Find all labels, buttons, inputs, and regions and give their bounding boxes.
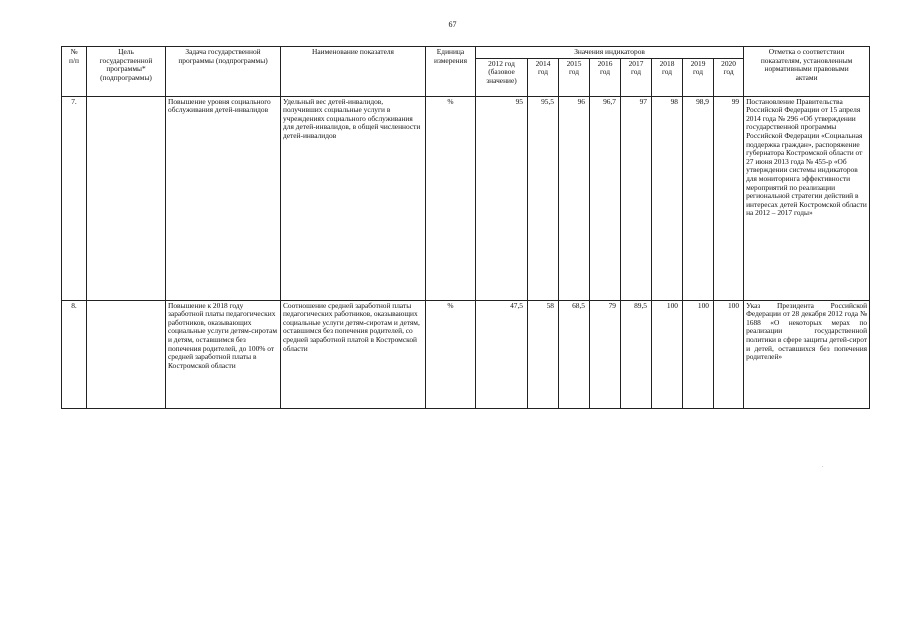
row-task: Повышение уровня социального обслуживания детей-инвалидов (166, 96, 281, 300)
row-value: 100 (652, 300, 683, 408)
header-num: № п/п (62, 47, 87, 97)
header-goal: Цель государственной программы* (подпрограммы) (87, 47, 166, 97)
page-number: 67 (448, 20, 457, 29)
row-unit: % (426, 96, 476, 300)
row-unit: % (426, 300, 476, 408)
row-value: 100 (683, 300, 714, 408)
header-mark: Отметка о соответствии показателям, установленным нормативными правовыми актами (744, 47, 870, 97)
row-value: 79 (590, 300, 621, 408)
row-goal (87, 96, 166, 300)
scan-speck: . (822, 463, 824, 469)
row-value: 95,5 (528, 96, 559, 300)
row-value: 68,5 (559, 300, 590, 408)
header-year: 2019 год (683, 58, 714, 96)
header-year: 2018 год (652, 58, 683, 96)
row-value: 100 (714, 300, 744, 408)
row-mark: Указ Президента Российской Федерации от 28 декабря 2012 года № 1688 «О некоторых мерах по реализации государственной политики в сфере защиты детей-сирот и детей, оставшихся без попечения родителей» (744, 300, 870, 408)
row-value: 97 (621, 96, 652, 300)
row-task: Повышение к 2018 году заработной платы педагогических работников, оказывающих социальные услуги детям-сиротам и детям, оставшимся без попечения родителей, до 100% от средней заработной платы в Костромской области (166, 300, 281, 408)
header-year: 2016 год (590, 58, 621, 96)
row-num: 8. (62, 300, 87, 408)
header-indicator: Наименование показателя (281, 47, 426, 97)
table-row (62, 300, 870, 408)
header-values-group: Значения индикаторов (476, 47, 744, 59)
row-indicator: Соотношение средней заработной платы педагогических работников, оказывающих социальные услуги детям-сиротам и детям, оставшимся без попечения родителей, со средней заработной платой в Костромской области (281, 300, 426, 408)
row-value: 96 (559, 96, 590, 300)
header-year: 2012 год (базовое значение) (476, 58, 528, 96)
row-value: 96,7 (590, 96, 621, 300)
row-goal (87, 300, 166, 408)
header-unit: Единица измерения (426, 47, 476, 97)
header-year: 2017 год (621, 58, 652, 96)
row-value: 99 (714, 96, 744, 300)
header-year: 2020 год (714, 58, 744, 96)
row-mark: Постановление Правительства Российской Федерации от 15 апреля 2014 года № 296 «Об утверждении государственной программы Российской Федерации «Социальная поддержка граждан», распоряжение губернатора Костромской области от 27 июня 2013 года № 455-р «Об утверждении системы индикаторов для мониторинга эффективности мероприятий по реализации региональной стратегии действий в интересах детей Костромской области на 2012 – 2017 годы» (744, 96, 870, 300)
indicators-table (61, 46, 870, 409)
row-value: 47,5 (476, 300, 528, 408)
table-row (62, 96, 870, 300)
row-value: 89,5 (621, 300, 652, 408)
row-value: 98 (652, 96, 683, 300)
row-value: 58 (528, 300, 559, 408)
header-year: 2015 год (559, 58, 590, 96)
row-indicator: Удельный вес детей-инвалидов, получивших социальные услуги в учреждениях социального обслуживания для детей-инвалидов, в общей численности детей-инвалидов (281, 96, 426, 300)
header-year: 2014 год (528, 58, 559, 96)
header-task: Задача государственной программы (подпрограммы) (166, 47, 281, 97)
row-num: 7. (62, 96, 87, 300)
row-value: 98,9 (683, 96, 714, 300)
row-value: 95 (476, 96, 528, 300)
